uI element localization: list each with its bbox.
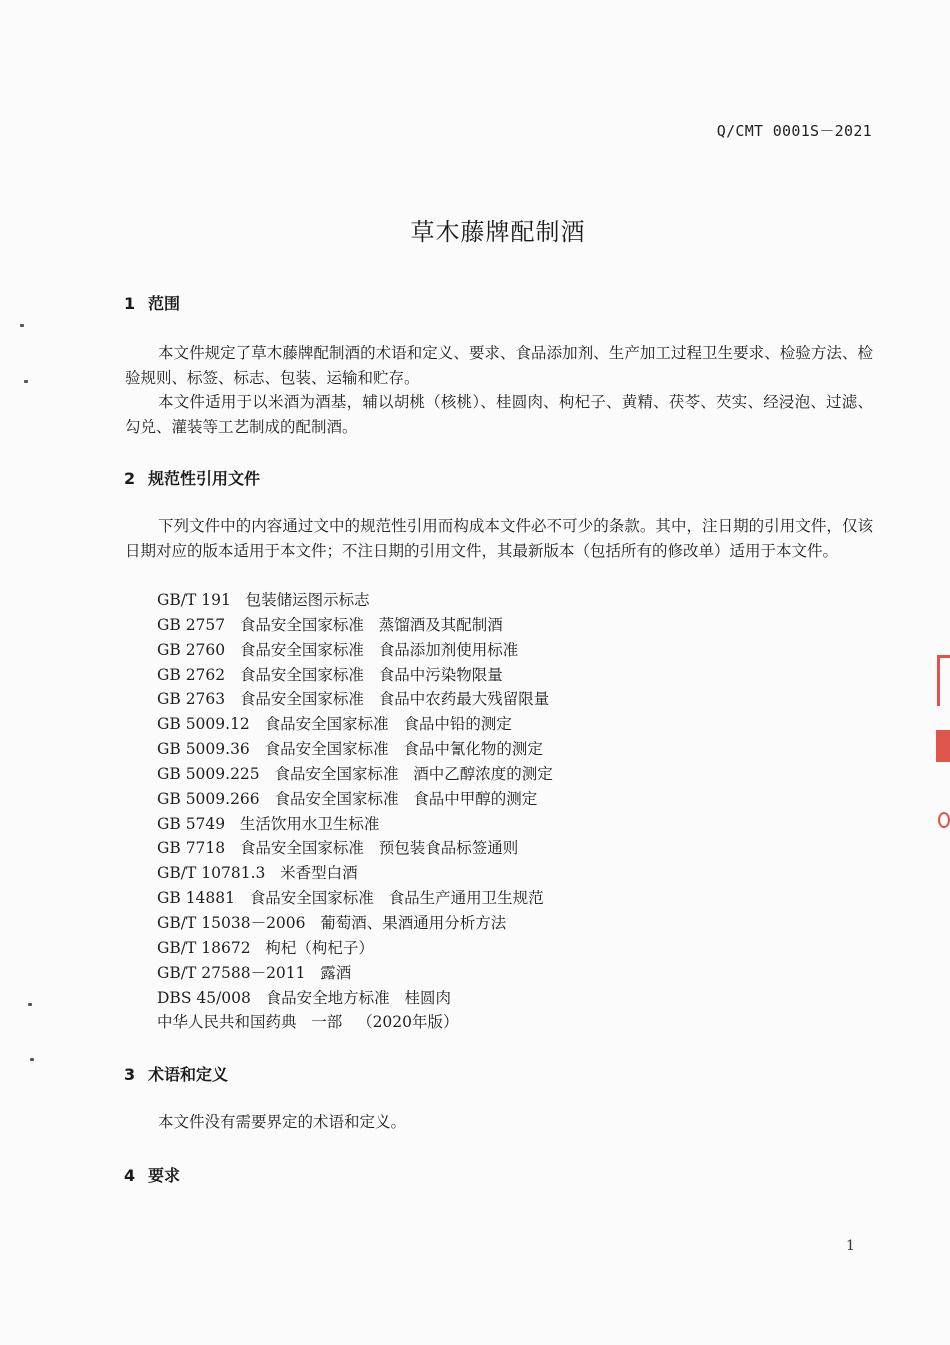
reference-item: GB/T 27588－2011 露酒 <box>157 963 352 982</box>
reference-item: GB 2762 食品安全国家标准 食品中污染物限量 <box>157 665 503 684</box>
reference-item: GB/T 10781.3 米香型白酒 <box>157 864 358 883</box>
scan-speck <box>24 380 28 383</box>
reference-item: GB 5749 生活饮用水卫生标准 <box>157 814 380 833</box>
paragraph: 下列文件中的内容通过文中的规范性引用而构成本文件必不可少的条款。其中，注日期的引用文件，仅该日期对应的版本适用于本文件；不注日期的引用文件，其最新版本（包括所有的修改单）适用于本文件。 <box>125 517 873 560</box>
seal-stamp-fragment <box>936 730 950 762</box>
seal-stamp-fragment <box>937 655 950 706</box>
reference-item: GB 7718 食品安全国家标准 预包装食品标签通则 <box>157 839 519 858</box>
reference-item: GB 5009.225 食品安全国家标准 酒中乙醇浓度的测定 <box>157 764 553 783</box>
reference-item: GB 5009.36 食品安全国家标准 食品中氰化物的测定 <box>157 740 543 759</box>
section-title: 要求 <box>148 1166 181 1185</box>
reference-item: GB 2760 食品安全国家标准 食品添加剂使用标准 <box>157 640 519 659</box>
reference-item: DBS 45/008 食品安全地方标准 桂圆肉 <box>157 988 451 1007</box>
section-title: 规范性引用文件 <box>148 469 261 488</box>
page-number: 1 <box>846 1238 855 1254</box>
scan-speck <box>28 1003 32 1006</box>
section-number: 2 <box>124 469 136 488</box>
section-number: 4 <box>124 1166 136 1185</box>
paragraph: 本文件规定了草木藤牌配制酒的术语和定义、要求、食品添加剂、生产加工过程卫生要求、检验方法、检验规则、标签、标志、包装、运输和贮存。 <box>125 344 873 387</box>
section-number: 3 <box>124 1065 136 1084</box>
reference-item: GB 5009.12 食品安全国家标准 食品中铅的测定 <box>157 715 512 734</box>
reference-item: GB 2757 食品安全国家标准 蒸馏酒及其配制酒 <box>157 615 503 634</box>
standard-code: Q/CMT 0001S－2021 <box>716 122 872 140</box>
section-heading-terms-definitions <box>124 1062 228 1085</box>
reference-item: GB 5009.266 食品安全国家标准 食品中甲醇的测定 <box>157 789 538 808</box>
paragraph: 本文件没有需要界定的术语和定义。 <box>158 1113 407 1131</box>
section-heading-requirements <box>124 1163 180 1186</box>
section-heading-normative-references <box>124 466 260 489</box>
reference-list <box>157 588 553 1035</box>
seal-stamp-fragment <box>938 812 950 828</box>
document-title: 草木藤牌配制酒 <box>410 218 586 246</box>
reference-item: 中华人民共和国药典 一部 （2020年版） <box>157 1013 459 1032</box>
section-number: 1 <box>124 294 136 313</box>
reference-item: GB/T 18672 枸杞（枸杞子） <box>157 938 374 957</box>
section-heading-scope <box>124 291 180 314</box>
section-title: 范围 <box>148 294 181 313</box>
reference-item: GB/T 191 包装储运图示标志 <box>157 591 370 609</box>
section-title: 术语和定义 <box>148 1065 229 1084</box>
reference-item: GB/T 15038－2006 葡萄酒、果酒通用分析方法 <box>157 913 507 932</box>
scan-speck <box>30 1058 34 1061</box>
scan-speck <box>20 324 24 327</box>
reference-item: GB 2763 食品安全国家标准 食品中农药最大残留限量 <box>157 690 550 709</box>
paragraph: 本文件适用于以米酒为酒基，辅以胡桃（核桃）、桂圆肉、枸杞子、黄精、茯苓、芡实、经浸泡、过滤、勾兑、灌装等工艺制成的配制酒。 <box>125 393 873 436</box>
reference-item: GB 14881 食品安全国家标准 食品生产通用卫生规范 <box>157 889 544 908</box>
